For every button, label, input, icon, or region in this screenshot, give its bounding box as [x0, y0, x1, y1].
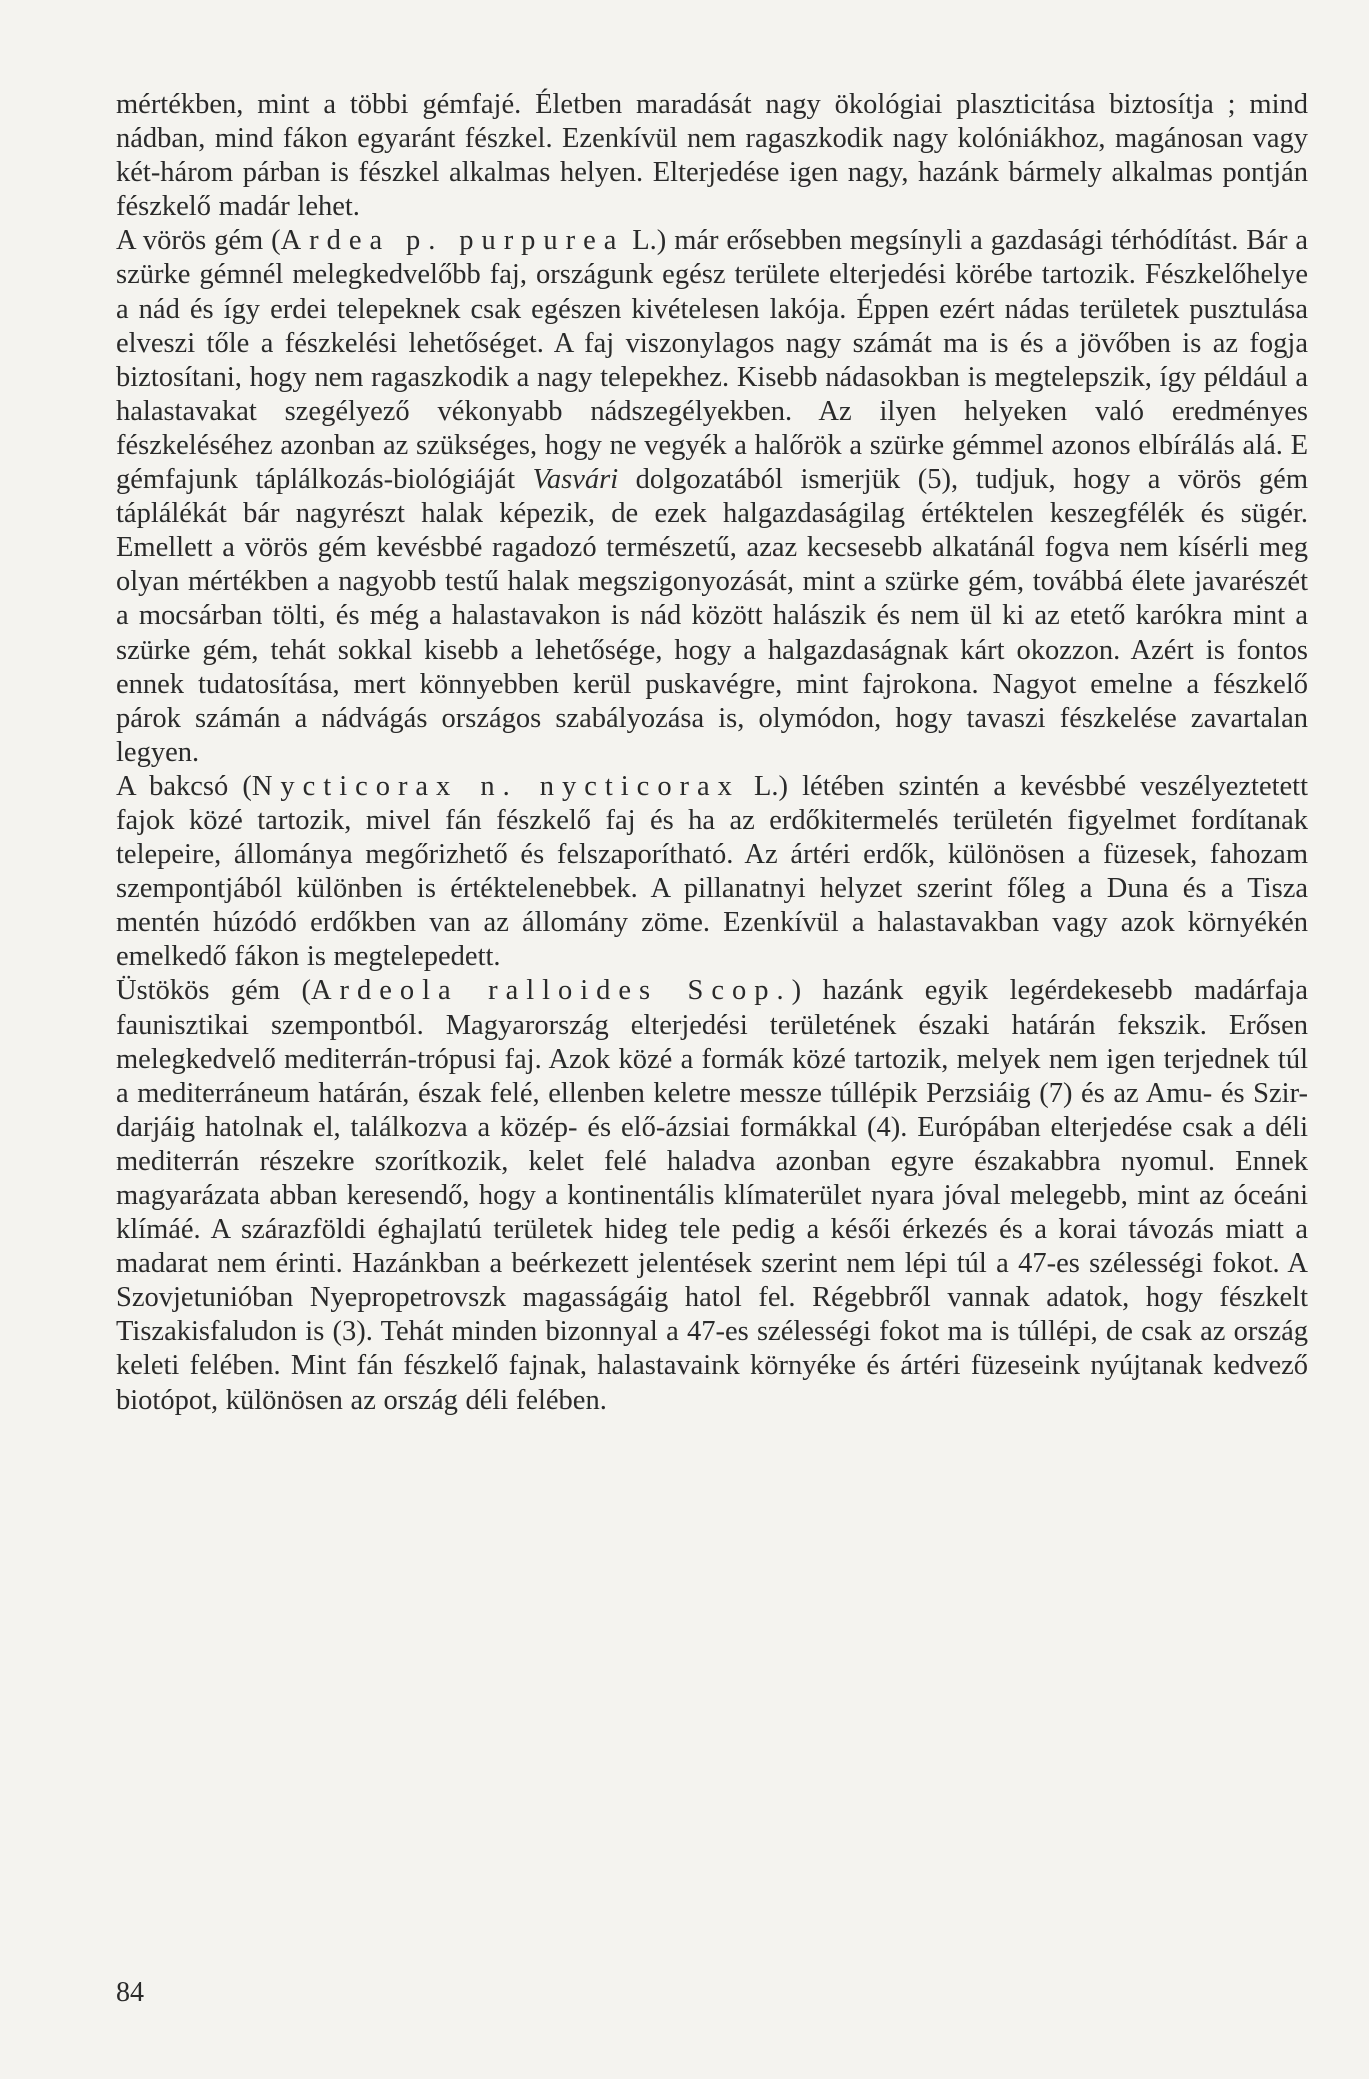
paragraph-2 — [116, 224, 1308, 770]
species-name-ralloides: Ardeola ralloides Scop. — [310, 975, 792, 1007]
paragraph-2-body: L.) már erősebben megsínyli a gazdasági térhódítást. Bár a szürke gémnél melegkedvelőbb faj, országunk egész területe elterjedési körébe tartozik. Fészkelőhelye a nád és így erdei telepeknek csak egészen kivételesen lakója. Éppen ezért nádas területek pusztulása elveszi tőle a fészkelési lehetőséget. A faj viszonylagos nagy számát ma is és a jövőben is az fogja biztosítani, hogy nem ragaszkodik a nagy telepekhez. Kisebb nádasokban is megtelepszik, így például a halastavakat szegélyező vékonyabb nádszegélyekben. Az ilyen helyeken való eredményes fészkeléséhez azonban az szükséges, hogy ne vegyék a halőrök a szürke gémmel azonos elbírálás alá. E gémfajunk táplálkozás-biológiáját — [116, 225, 1308, 496]
page-body — [116, 88, 1308, 1418]
paragraph-2-lead: A vörös gém ( — [116, 225, 281, 257]
species-name-nycticorax: Nycticorax n. nycticorax — [251, 770, 740, 802]
paragraph-4-body: ) hazánk egyik legérdekesebb madárfaja faunisztikai szempontból. Magyarország elterjedési területének északi határán fekszik. Erősen melegkedvelő mediterrán-trópusi faj. Azok közé a formák közé tartozik, melyek nem igen terjednek túl a mediterráneum határán, észak felé, ellenben keletre messze túllépik Perzsiáig (7) és az Amu- és Szir-darjáig hatolnak el, találkozva a közép- és elő-ázsiai formákkal (4). Európában elterjedése csak a déli mediterrán részekre szorítkozik, kelet felé haladva azonban egyre északabbra nyomul. Ennek magyarázata abban keresendő, hogy a kontinentális klímaterület nyara jóval melegebb, mint az óceáni klímáé. A szárazföldi éghajlatú területek hideg tele pedig a késői érkezés és a korai távozás miatt a madarat nem érinti. Hazánkban a beérkezett jelentések szerint nem lépi túl a 47-es szélességi fokot. A Szovjetunióban Nyepropetrovszk magasságáig hatol fel. Régebbről vannak adatok, hogy fészkelt Tiszakisfaludon is (3). Tehát minden bizonnyal a 47-es szélességi fokot ma is túllépi, de csak az ország keleti felében. Mint fán fészkelő fajnak, halastavaink környéke és ártéri füzeseink nyújtanak kedvező biotópot, különösen az ország déli felében. — [116, 975, 1308, 1416]
paragraph-2-rest: dolgozatából ismerjük (5), tudjuk, hogy a vörös gém táplálékát bár nagyrészt halak képezik, de ezek halgazdaságilag értéktelen keszegfélék és sügér. Emellett a vörös gém kevésbbé ragadozó természetű, azaz kecsesebb alkatánál fogva nem kísérli meg olyan mértékben a nagyobb testű halak megszigonyozását, mint a szürke gém, továbbá élete javarészét a mocsárban tölti, és még a halastavakon is nád között halászik és nem ül ki az etető karókra mint a szürke gém, tehát sokkal kisebb a lehetősége, hogy a halgazdaságnak kárt okozzon. Azért is fontos ennek tudatosítása, mert könnyebben kerül puskavégre, mint fajrokona. Nagyot emelne a fészkelő párok számán a nádvágás országos szabályozása is, olymódon, hogy tavaszi fészkelése zavartalan legyen. — [116, 464, 1309, 768]
paragraph-1 — [116, 88, 1308, 224]
paragraph-3 — [116, 770, 1308, 975]
paragraph-1-text: mértékben, mint a többi gémfajé. Életben maradását nagy ökológiai plaszticitása biztosítja ; mind nádban, mind fákon egyaránt fészkel. Ezenkívül nem ragaszkodik nagy kolóniákhoz, magánosan vagy két-három párban is fészkel alkalmas helyen. Elterjedése igen nagy, hazánk bármely alkalmas pontján fészkelő madár lehet. — [116, 89, 1308, 223]
species-name-purpurea: Ardea p. purpurea — [280, 225, 625, 257]
paragraph-3-lead: A bakcsó ( — [116, 770, 252, 802]
paragraph-4 — [116, 974, 1308, 1417]
paragraph-4-lead: Üstökös gém ( — [116, 975, 311, 1007]
author-name-vasvari: Vasvári — [532, 464, 619, 496]
paragraph-3-body: L.) létében szintén a kevésbbé veszélyeztetett fajok közé tartozik, mivel fán fészkelő faj és ha az erdőkitermelés területén figyelmet fordítanak telepeire, állománya megőrizhető és felszaporítható. Az ártéri erdők, különösen a füzesek, fahozam szempontjából különben is értéktelenebbek. A pillanatnyi helyzet szerint főleg a Duna és a Tisza mentén húzódó erdőkben van az állomány zöme. Ezenkívül a halastavakban vagy azok környékén emelkedő fákon is megtelepedett. — [116, 770, 1309, 973]
page-number: 84 — [116, 1977, 144, 2008]
